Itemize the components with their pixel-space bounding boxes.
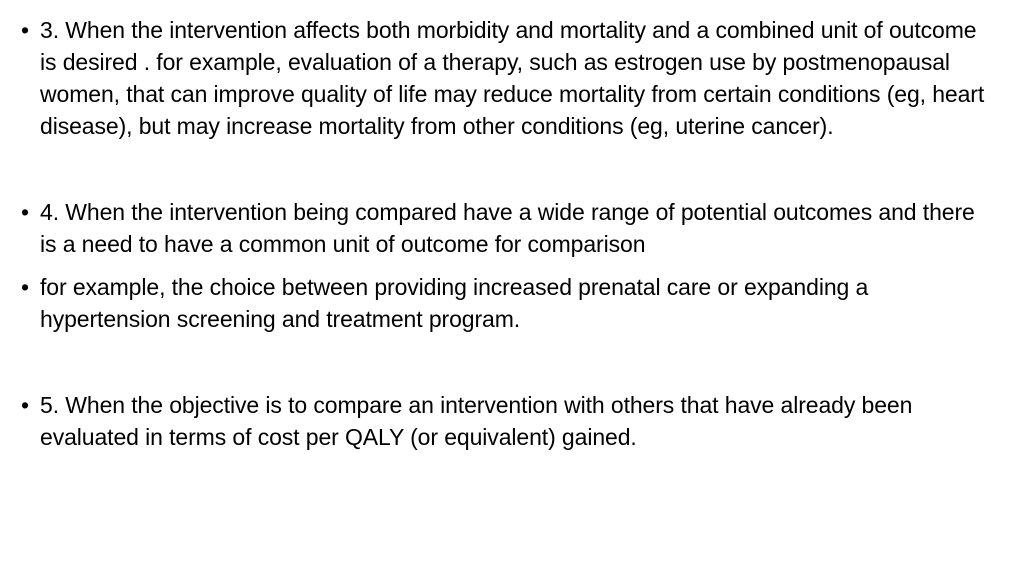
bullet-text-4: 5. When the objective is to compare an intervention with others that have already been evaluated in terms of cost per QALY (or equivalent) gained. [40, 392, 913, 450]
bullet-dot-icon: • [21, 199, 29, 225]
bullet-dot-icon: • [21, 274, 29, 300]
bullet-item-1 [18, 14, 988, 142]
bullet-text-1: 3. When the intervention affects both morbidity and mortality and a combined unit of outcome is desired . for example, evaluation of a therapy, such as estrogen use by postmenopausal women, that can improve quality of life may reduce mortality from certain conditions (eg, heart disease), but may increase mortality from other conditions (eg, uterine cancer). [40, 17, 985, 139]
bullet-item-2 [18, 196, 988, 260]
bullet-dot-icon: • [21, 17, 29, 43]
bullet-text-3: for example, the choice between providing increased prenatal care or expanding a hypertension screening and treatment program. [40, 274, 869, 332]
bullet-list [18, 14, 988, 453]
bullet-item-3 [18, 271, 988, 335]
bullet-text-2: 4. When the intervention being compared have a wide range of potential outcomes and there is a need to have a common unit of outcome for comparison [40, 199, 975, 257]
bullet-dot-icon: • [21, 392, 29, 418]
bullet-item-4 [18, 389, 988, 453]
